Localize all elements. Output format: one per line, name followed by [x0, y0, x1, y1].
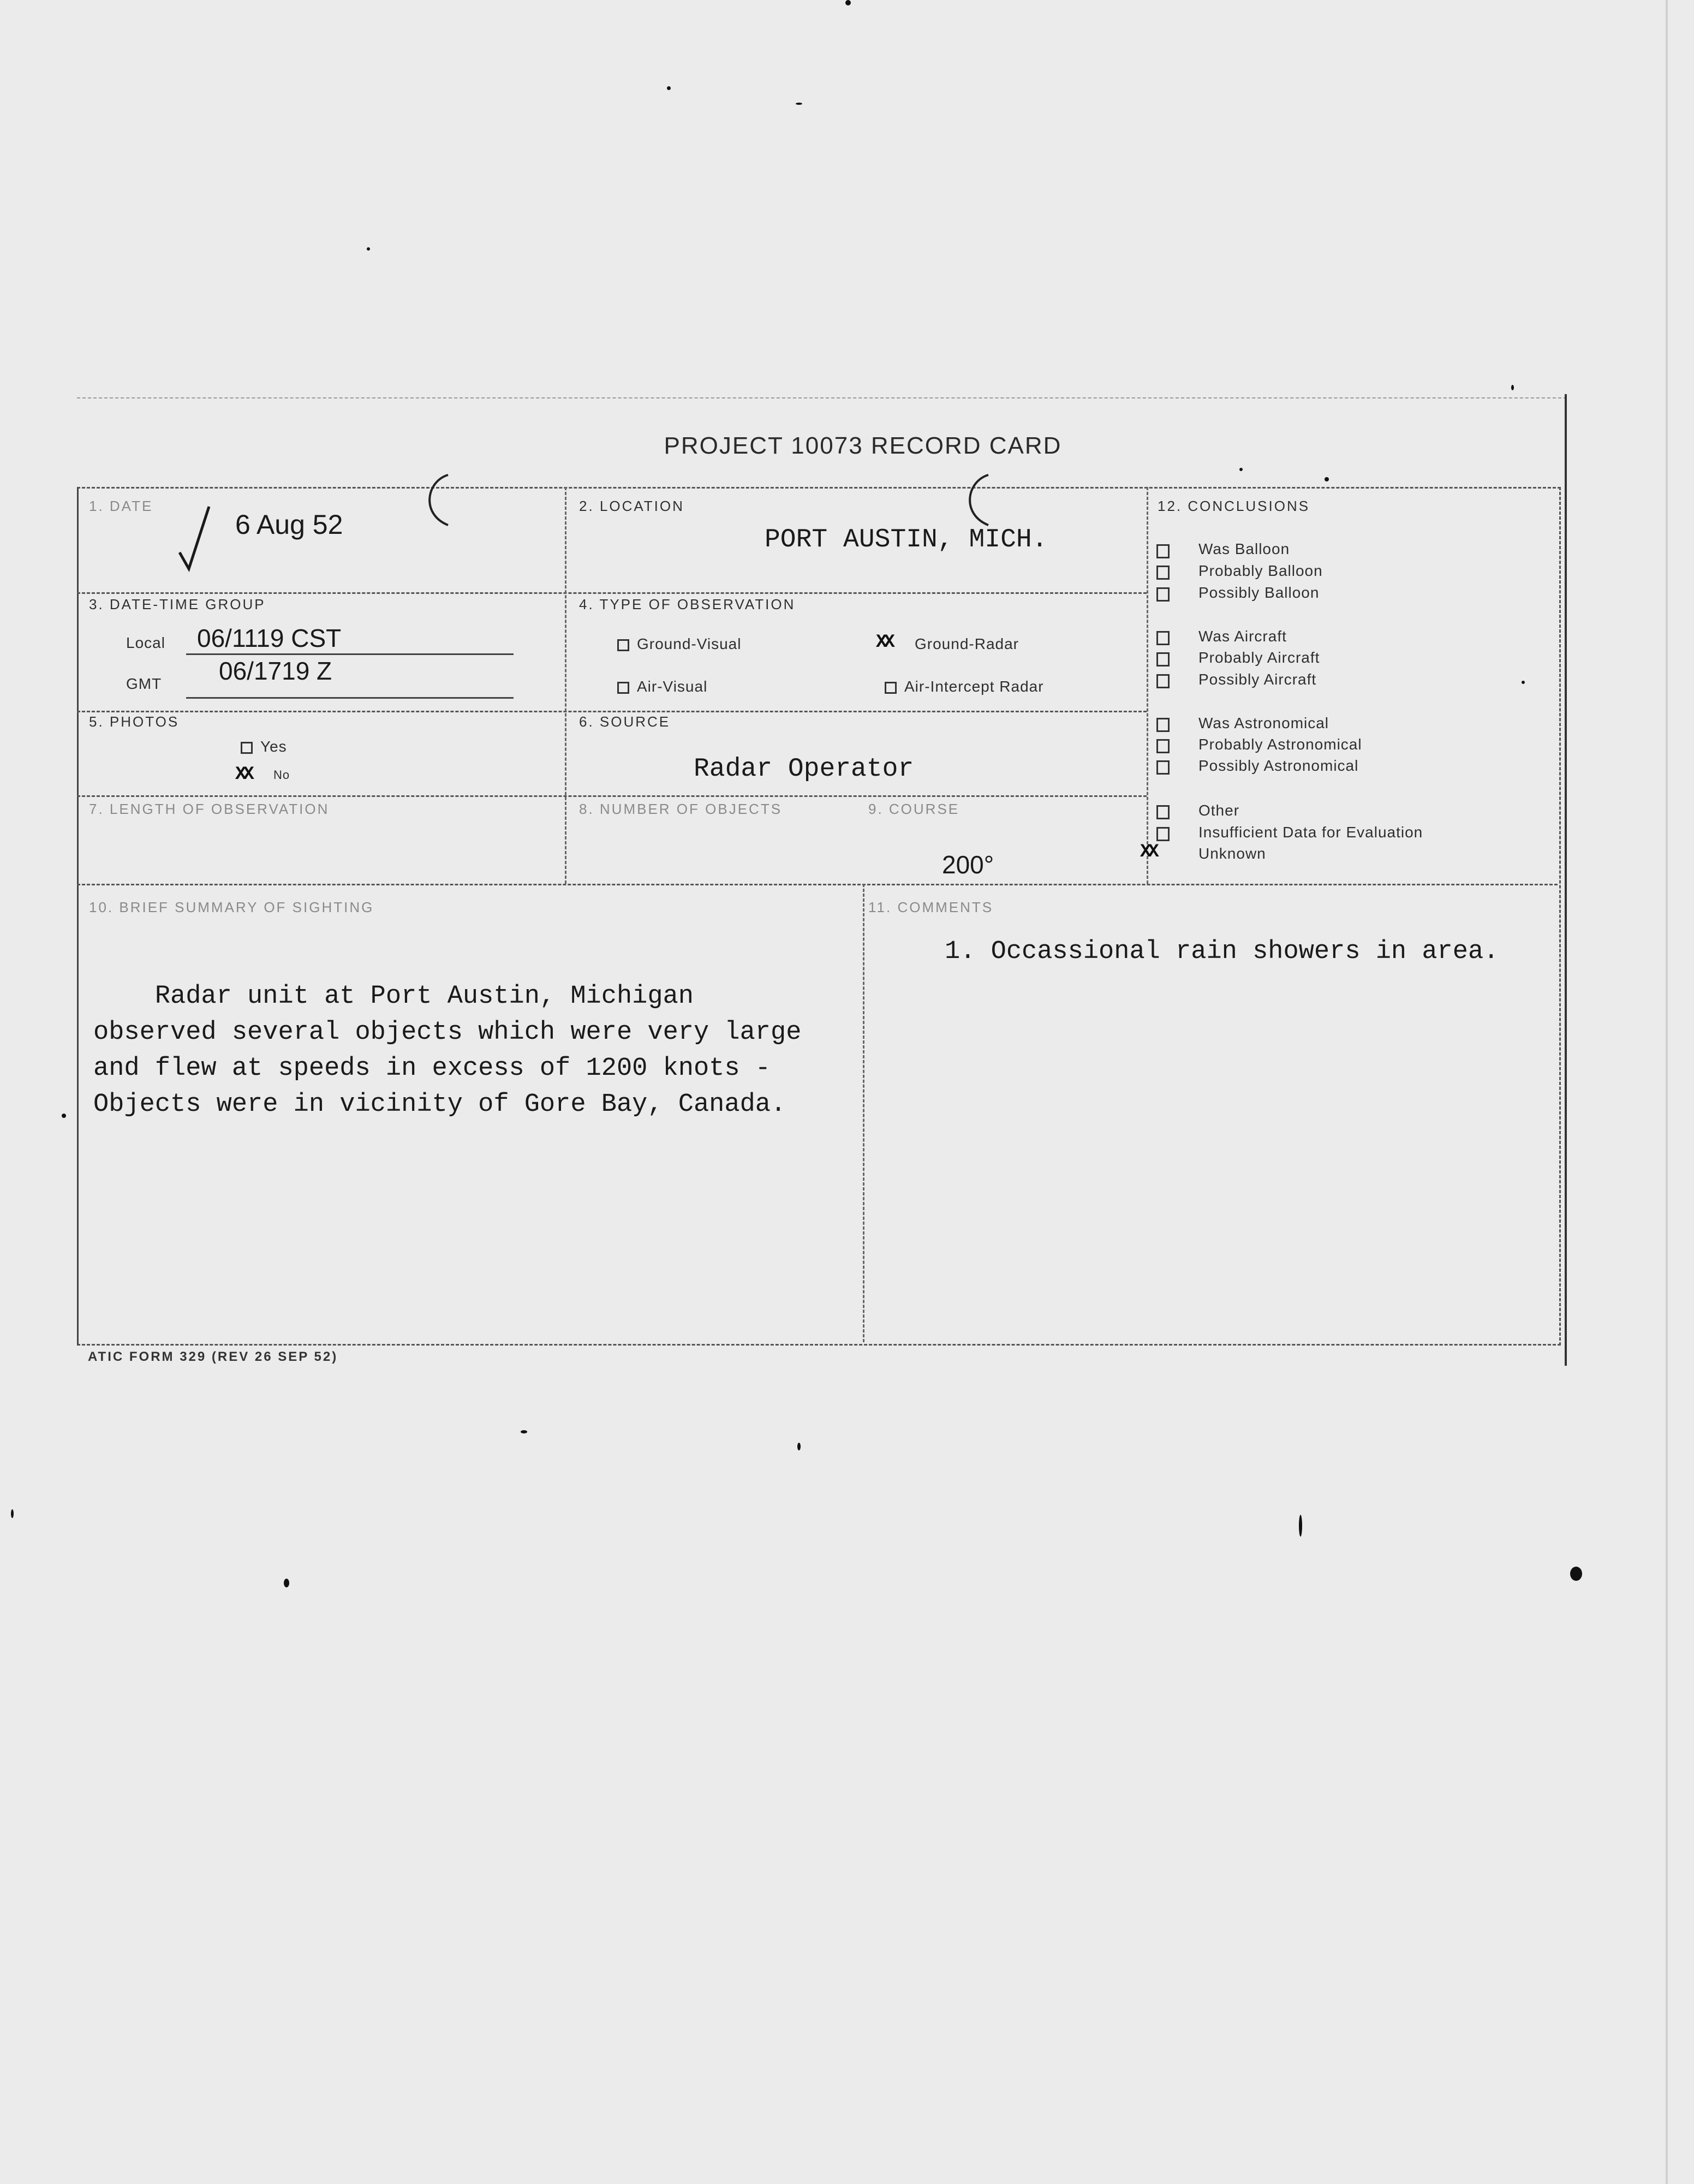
conclusion-item: Was Astronomical [1198, 715, 1329, 731]
card-title: PROJECT 10073 RECORD CARD [664, 432, 1062, 459]
option-air-intercept-radar: Air-Intercept Radar [885, 678, 1044, 695]
conclusion-item: Was Balloon [1198, 540, 1290, 557]
checkmark-icon [175, 503, 213, 574]
conclusion-item: Unknown [1198, 845, 1266, 862]
conclusion-item: Possibly Astronomical [1198, 757, 1359, 774]
checkbox [1156, 631, 1170, 645]
brief-summary-text [93, 943, 917, 1123]
grid-line [77, 711, 1147, 712]
photos-no-option: No [273, 768, 290, 782]
local-label: Local [126, 634, 165, 651]
grid-line [77, 795, 1147, 797]
conclusion-item: Probably Astronomical [1198, 736, 1362, 753]
scan-speck [284, 1579, 289, 1587]
grid-line [565, 487, 566, 884]
gmt-time-value: 06/1719 Z [219, 657, 332, 685]
conclusion-item: Probably Aircraft [1198, 649, 1320, 666]
checkbox [1156, 652, 1170, 666]
date-time-group-label: 3. DATE-TIME GROUP [89, 596, 266, 612]
summary-line: observed several objects which were very large [93, 1018, 802, 1047]
checkbox [1156, 587, 1170, 602]
scan-speck [796, 103, 802, 105]
photos-label: 5. PHOTOS [89, 713, 180, 730]
length-of-observation-label: 7. LENGTH OF OBSERVATION [89, 801, 330, 817]
checkbox [1156, 674, 1170, 688]
checked-mark: XX [1140, 842, 1156, 862]
checkbox [1156, 760, 1170, 775]
card-outer-edge [1565, 394, 1567, 1366]
punch-hole-mark [415, 471, 459, 531]
checked-mark: XX [235, 764, 251, 785]
form-id: ATIC FORM 329 (REV 26 SEP 52) [88, 1349, 338, 1364]
comments-label: 11. COMMENTS [868, 899, 994, 915]
conclusion-item: Other [1198, 802, 1240, 819]
gmt-time-underline [186, 697, 514, 699]
scan-speck [1570, 1567, 1582, 1581]
summary-line: Radar unit at Port Austin, Michigan [93, 982, 694, 1011]
conclusion-item: Possibly Aircraft [1198, 671, 1317, 688]
number-of-objects-label: 8. NUMBER OF OBJECTS [579, 801, 783, 817]
source-value: Radar Operator [694, 754, 914, 784]
date-value: 6 Aug 52 [235, 509, 343, 540]
scan-speck [667, 86, 671, 90]
grid-line [1147, 487, 1148, 884]
brief-summary-label: 10. BRIEF SUMMARY OF SIGHTING [89, 899, 374, 915]
date-label: 1. DATE [89, 498, 153, 514]
checkbox [1156, 827, 1170, 841]
option-ground-visual: Ground-Visual [617, 635, 741, 653]
local-time-value: 06/1119 CST [197, 624, 342, 652]
summary-line: Objects were in vicinity of Gore Bay, Canada. [93, 1090, 786, 1119]
option-air-visual: Air-Visual [617, 678, 707, 695]
conclusion-item: Possibly Balloon [1198, 584, 1320, 601]
punch-hole-mark [956, 471, 999, 531]
course-value: 200° [942, 850, 994, 879]
option-ground-radar: Ground-Radar [915, 635, 1019, 652]
location-label: 2. LOCATION [579, 498, 684, 514]
checkbox [1156, 805, 1170, 819]
photos-yes-option: Yes [241, 738, 287, 755]
scan-speck [1511, 385, 1514, 390]
summary-line: and flew at speeds in excess of 1200 knots - [93, 1054, 771, 1083]
conclusion-item: Probably Balloon [1198, 562, 1323, 579]
conclusion-item: Insufficient Data for Evaluation [1198, 824, 1423, 841]
card-outer-edge [77, 397, 1567, 400]
grid-line [77, 592, 1147, 594]
checkbox [617, 639, 629, 651]
form-grid [77, 487, 1561, 1346]
checkbox [1156, 544, 1170, 558]
course-label: 9. COURSE [868, 801, 960, 817]
local-time-underline [186, 653, 514, 655]
grid-line [77, 884, 1558, 885]
checked-mark: XX [876, 632, 892, 653]
scan-speck [845, 0, 851, 5]
gmt-label: GMT [126, 675, 162, 692]
scan-speck [367, 247, 370, 251]
conclusion-item: Was Aircraft [1198, 628, 1287, 645]
checkbox [885, 682, 897, 694]
type-of-observation-label: 4. TYPE OF OBSERVATION [579, 596, 796, 612]
scan-speck [1299, 1515, 1302, 1537]
comments-value: 1. Occassional rain showers in area. [945, 937, 1499, 966]
location-value: PORT AUSTIN, MICH. [765, 525, 1048, 555]
checkbox [241, 742, 253, 754]
checkbox [1156, 739, 1170, 753]
source-label: 6. SOURCE [579, 713, 671, 730]
scan-speck [797, 1443, 801, 1450]
scan-speck [62, 1114, 66, 1118]
scan-speck [521, 1430, 527, 1433]
scan-speck [11, 1509, 14, 1518]
checkbox [1156, 566, 1170, 580]
record-card [77, 400, 1570, 1364]
checkbox [617, 682, 629, 694]
checkbox [1156, 718, 1170, 732]
conclusions-label: 12. CONCLUSIONS [1158, 498, 1310, 514]
